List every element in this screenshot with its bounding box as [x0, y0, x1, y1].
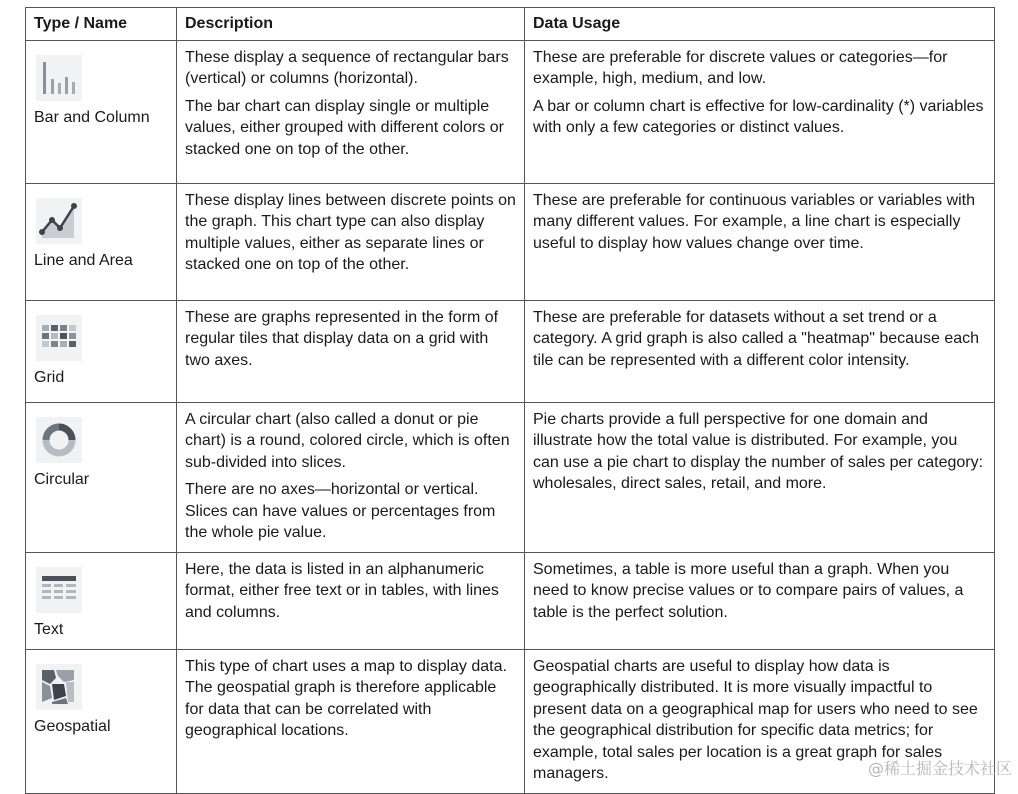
table-row [26, 649, 995, 793]
header-description: Description [177, 8, 525, 41]
description-cell [177, 552, 525, 649]
table-row [26, 40, 995, 183]
description-cell [177, 40, 525, 183]
header-type: Type / Name [26, 8, 177, 41]
text-table-icon [36, 567, 82, 613]
type-name: Geospatial [34, 717, 111, 735]
map-icon [36, 664, 82, 710]
usage-cell [525, 300, 995, 402]
usage-cell [525, 40, 995, 183]
description-text: These are graphs represented in the form of regular tiles that display data on a grid with two axes. [185, 308, 499, 369]
description-text: A circular chart (also called a donut or pie chart) is a round, colored circle, which is often sub-divided into slices. [185, 410, 510, 471]
usage-text: Pie charts provide a full perspective for one domain and illustrate how the total value is distributed. For example, you can use a pie chart to display the number of sales per category: wholesales, direct sales, retail, and more. [533, 410, 984, 492]
line-chart-icon [36, 198, 82, 244]
description-text: This type of chart uses a map to display data. The geospatial graph is therefore applicable for data that can be correlated with geographical locations. [185, 657, 507, 739]
type-cell [26, 552, 177, 649]
table-row [26, 300, 995, 402]
usage-text: Geospatial charts are useful to display how data is geographically distributed. It is more visually impactful to present data on a geographical map for users who need to see the geographical distribution for specific data metrics; for example, total sales per location is a great graph for sales managers. [533, 657, 978, 782]
description-text: The bar chart can display single or multiple values, either grouped with different colors or stacked one on top of the other. [185, 97, 504, 158]
type-name: Text [34, 620, 64, 638]
description-cell [177, 649, 525, 793]
type-cell [26, 402, 177, 552]
description-cell [177, 402, 525, 552]
description-text: There are no axes—horizontal or vertical. Slices can have values or percentages from the whole pie value. [185, 481, 496, 541]
usage-text: These are preferable for discrete values or categories—for example, high, medium, and low. [533, 48, 948, 87]
donut-chart-icon [36, 417, 82, 463]
description-cell [177, 183, 525, 300]
type-name: Circular [34, 470, 90, 488]
description-cell [177, 300, 525, 402]
usage-text: Sometimes, a table is more useful than a graph. When you need to know precise values or to compare pairs of values, a table is the perfect solution. [533, 560, 964, 621]
header-row [26, 8, 995, 41]
watermark: @稀土掘金技术社区 [867, 759, 1012, 778]
usage-cell [525, 183, 995, 300]
bar-chart-icon [36, 55, 82, 101]
header-usage: Data Usage [525, 8, 995, 41]
table-row [26, 402, 995, 552]
table-row [26, 552, 995, 649]
description-text: These display lines between discrete points on the graph. This chart type can also display multiple values, either as separate lines or stacked one on top of the other. [185, 191, 516, 273]
description-text: These display a sequence of rectangular bars (vertical) or columns (horizontal). [185, 48, 509, 87]
chart-types-table [25, 7, 995, 794]
type-cell [26, 40, 177, 183]
usage-text: These are preferable for datasets without a set trend or a category. A grid graph is also called a "heatmap" because each tile can be represented with a different color intensity. [533, 308, 980, 369]
usage-cell [525, 552, 995, 649]
type-name: Grid [34, 368, 65, 386]
description-text: Here, the data is listed in an alphanumeric format, either free text or in tables, with lines and columns. [185, 560, 499, 621]
usage-cell [525, 402, 995, 552]
usage-text: A bar or column chart is effective for low-cardinality (*) variables with only a few categories or distinct values. [533, 97, 984, 136]
table-row [26, 183, 995, 300]
usage-text: These are preferable for continuous variables or variables with many different values. For example, a line chart is especially useful to display how values change over time. [533, 191, 976, 252]
type-name: Line and Area [34, 251, 133, 269]
type-cell [26, 183, 177, 300]
type-cell [26, 300, 177, 402]
type-name: Bar and Column [34, 108, 150, 126]
type-cell [26, 649, 177, 793]
grid-chart-icon [36, 315, 82, 361]
